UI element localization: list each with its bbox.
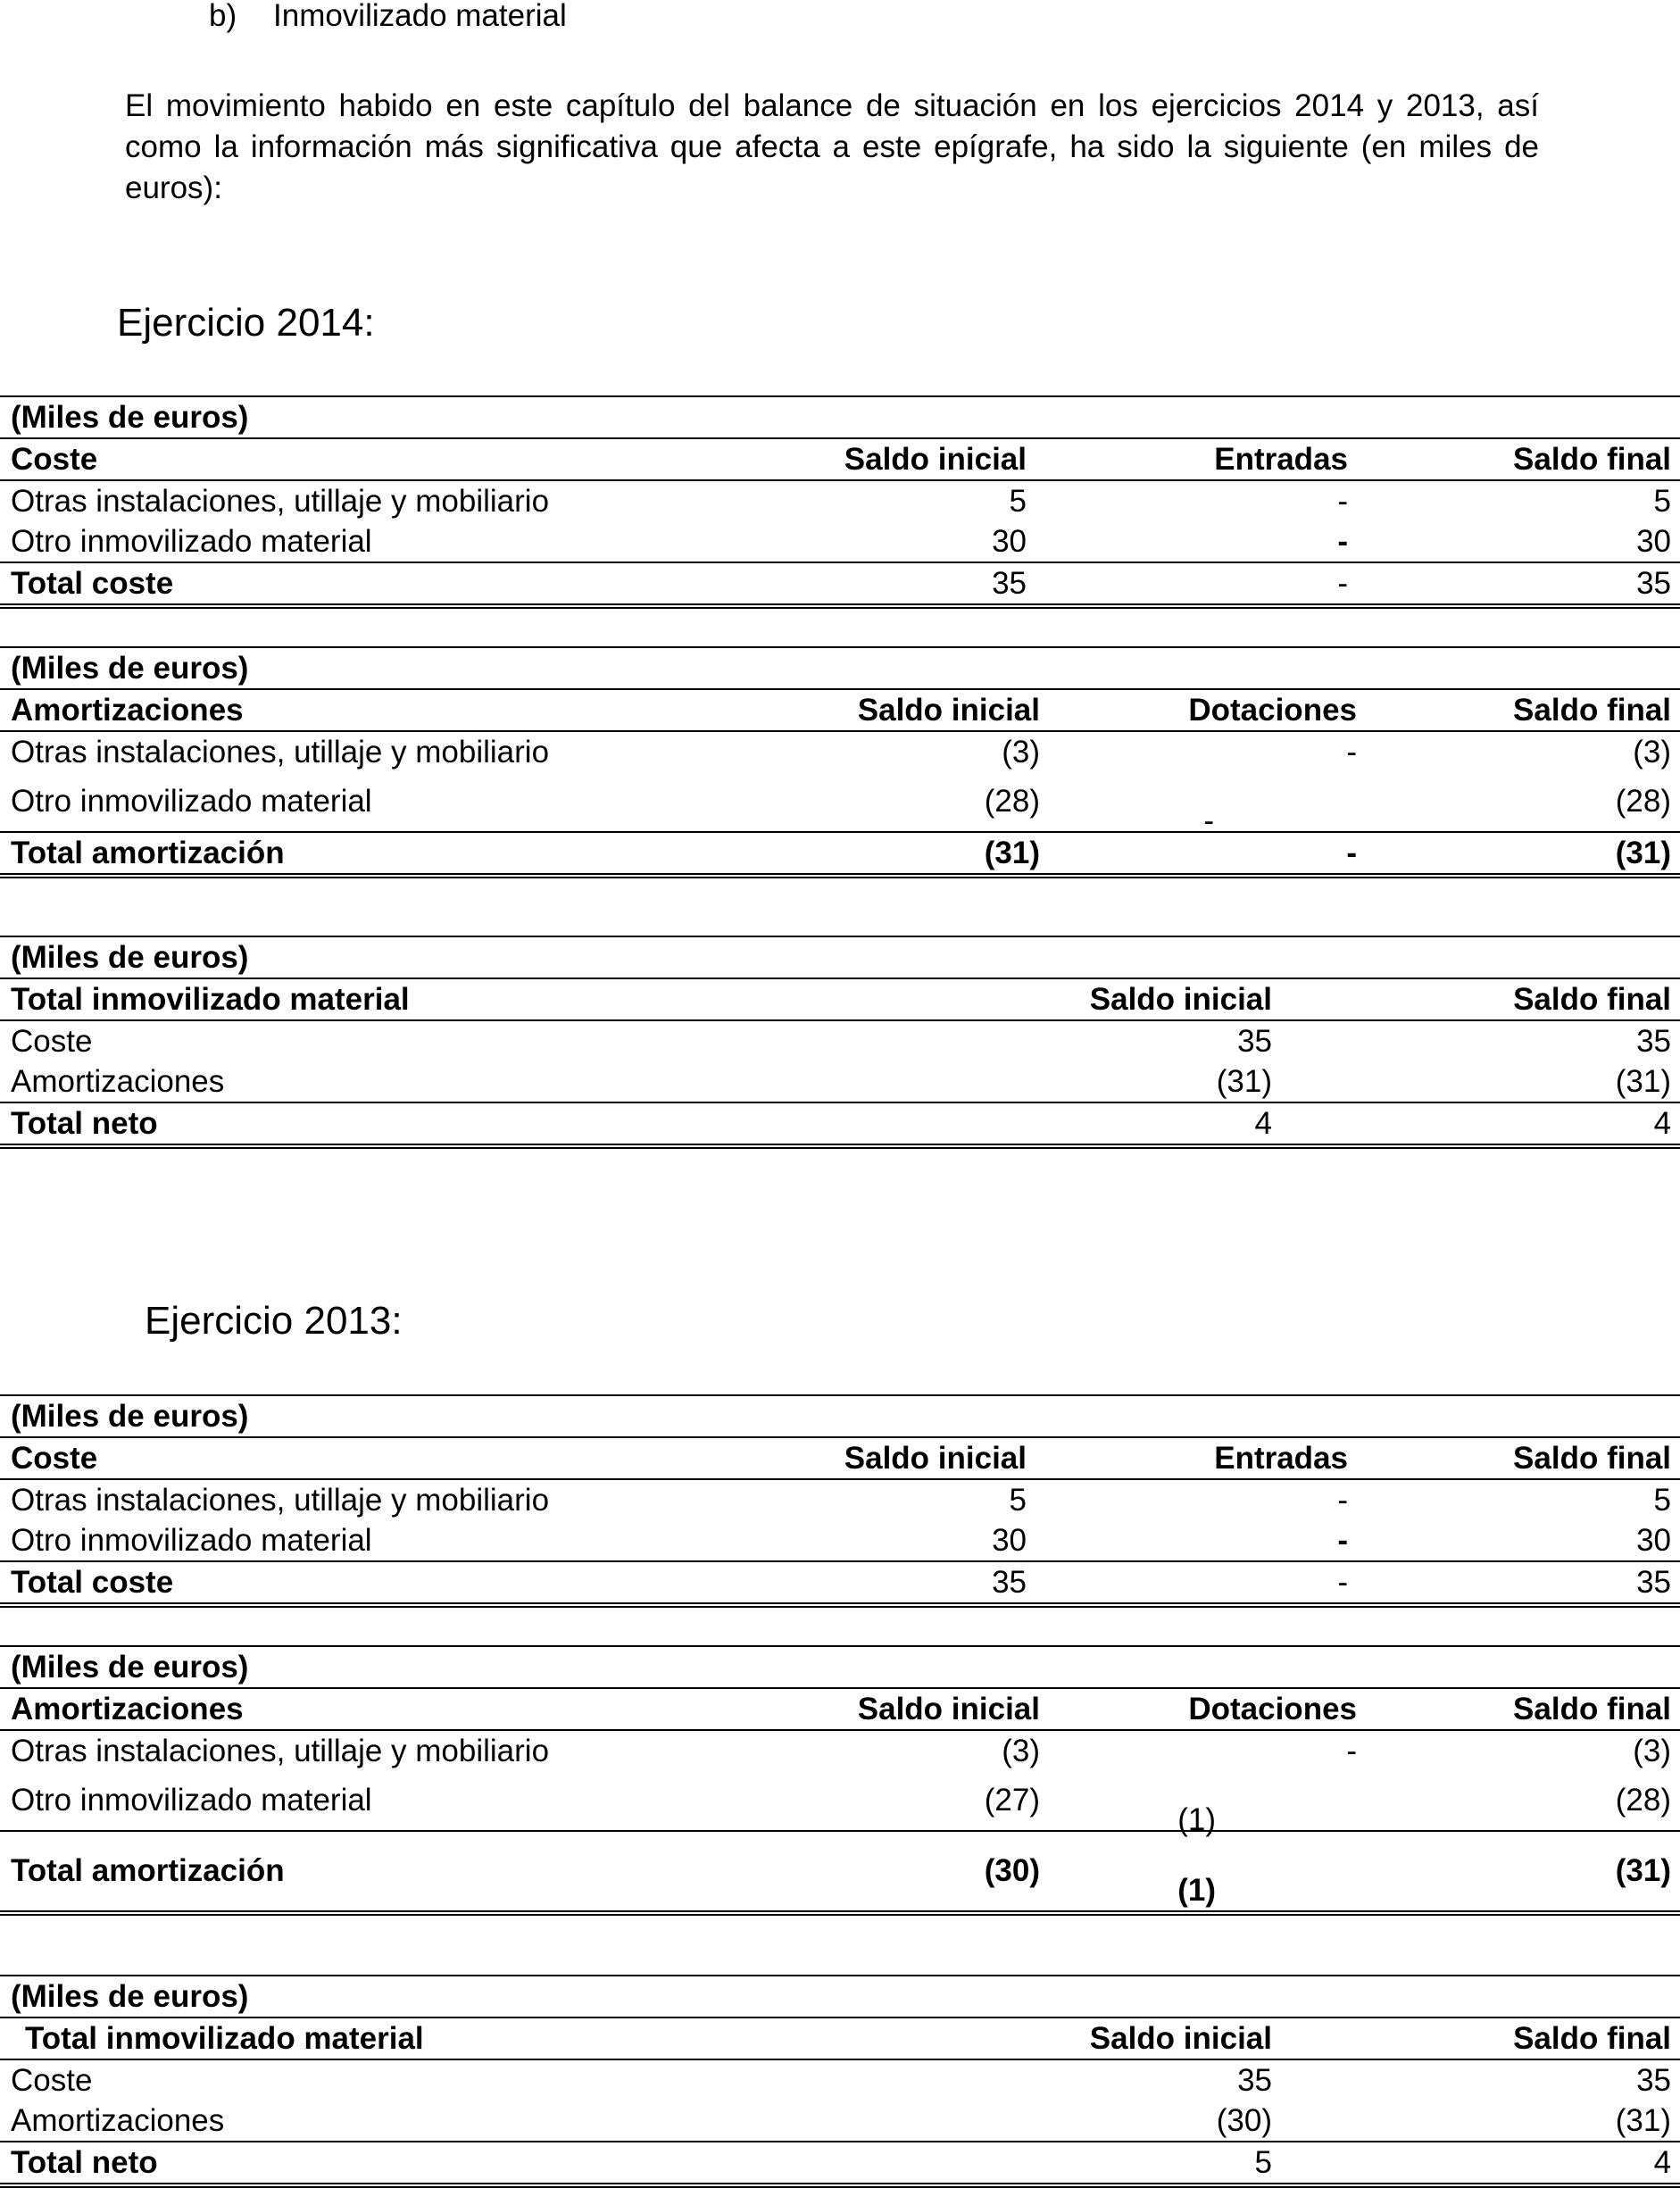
- column-header: Saldo final: [1281, 978, 1680, 1020]
- cell-value: -: [1049, 832, 1366, 876]
- total-row: [0, 832, 1680, 876]
- table-unit: (Miles de euros): [0, 1646, 1680, 1688]
- cell-value: (3): [1366, 1730, 1680, 1771]
- table-row: [0, 1730, 1680, 1771]
- column-header: Total inmovilizado material: [0, 2017, 893, 2059]
- row-label: Amortizaciones: [11, 1063, 225, 1099]
- column-header: Saldo inicial: [741, 1437, 1035, 1479]
- cell-value: 35: [1281, 1020, 1680, 1061]
- cell-value: 35: [1357, 562, 1680, 606]
- column-header: Saldo final: [1357, 1437, 1680, 1479]
- cell-value: 4: [1281, 1102, 1680, 1146]
- row-label: Amortizaciones: [11, 2102, 225, 2138]
- cell-value: -: [1049, 1730, 1366, 1771]
- row-label: Otras instalaciones, utillaje y mobiliario: [0, 1730, 750, 1771]
- table-2013-amortizaciones: [0, 1645, 1680, 1916]
- table-unit: (Miles de euros): [0, 936, 1680, 978]
- table-row: [0, 521, 1680, 562]
- table-row: [0, 2059, 1680, 2101]
- column-header: Total inmovilizado material: [0, 978, 893, 1020]
- table-row: [0, 731, 1680, 772]
- cell-value: -: [1049, 731, 1366, 772]
- cell-value: 5: [741, 1479, 1035, 1520]
- table-unit: (Miles de euros): [0, 647, 1680, 689]
- table-row: [0, 1771, 1680, 1831]
- column-header: Dotaciones: [1049, 1688, 1366, 1730]
- column-header: Saldo final: [1281, 2017, 1680, 2059]
- cell-value: 5: [1357, 1479, 1680, 1520]
- cell-value: (28): [1615, 1783, 1672, 1818]
- table-row: [0, 1061, 1680, 1102]
- row-label: Coste: [0, 1020, 893, 1061]
- row-label: Total amortización: [0, 1831, 750, 1913]
- cell-value: (27): [984, 1783, 1040, 1818]
- column-header: Amortizaciones: [0, 689, 750, 731]
- column-header: Saldo inicial: [893, 2017, 1281, 2059]
- cell-value: 5: [893, 2142, 1281, 2185]
- cell-value: 30: [1636, 1522, 1672, 1558]
- table-2014-amortizaciones: [0, 646, 1680, 878]
- intro-paragraph: El movimiento habido en este capítulo del balance de situación en los ejercicios 2014 y 2013, así como la información más significativa que afecta a este epígrafe, ha sido la siguiente (en miles de euros):: [125, 88, 1539, 205]
- column-header: Saldo inicial: [750, 1688, 1049, 1730]
- table-unit: (Miles de euros): [0, 1395, 1680, 1437]
- cell-value: (3): [750, 731, 1049, 772]
- total-row: [0, 1102, 1680, 1146]
- cell-value: (31): [1216, 1063, 1272, 1099]
- cell-value: 35: [1281, 2059, 1680, 2101]
- cell-value: 35: [893, 1020, 1281, 1061]
- cell-value: -: [1337, 523, 1348, 559]
- row-label: Otro inmovilizado material: [11, 784, 372, 819]
- cell-value: (31): [1366, 832, 1680, 876]
- table-2014-coste: [0, 395, 1680, 609]
- cell-value: -: [1035, 1479, 1357, 1520]
- total-row: [0, 1831, 1680, 1913]
- cell-value: 30: [992, 1522, 1027, 1558]
- cell-value: 35: [741, 1561, 1035, 1605]
- cell-value: 5: [1357, 480, 1680, 521]
- cell-value: (31): [1366, 1831, 1680, 1913]
- table-2014-neto: [0, 936, 1680, 1149]
- row-label: Total neto: [0, 1102, 893, 1146]
- column-header: Entradas: [1035, 438, 1357, 480]
- cell-value: 4: [893, 1102, 1281, 1146]
- total-row: [0, 562, 1680, 606]
- table-2013-neto: [0, 1975, 1680, 2188]
- cell-value: (3): [1366, 731, 1680, 772]
- row-label: Otro inmovilizado material: [11, 1783, 372, 1818]
- table-unit: (Miles de euros): [0, 1976, 1680, 2017]
- table-unit: (Miles de euros): [0, 396, 1680, 438]
- cell-value: -: [1035, 562, 1357, 606]
- cell-value: (28): [1615, 784, 1672, 819]
- cell-value: (30): [750, 1831, 1049, 1913]
- cell-value: (28): [984, 784, 1040, 819]
- column-header: Saldo inicial: [741, 438, 1035, 480]
- cell-value: 35: [1357, 1561, 1680, 1605]
- row-label: Total coste: [0, 1561, 741, 1605]
- row-label: Otro inmovilizado material: [11, 1522, 372, 1558]
- cell-value: -: [1035, 1561, 1357, 1605]
- column-header: Dotaciones: [1049, 689, 1366, 731]
- row-label: Otras instalaciones, utillaje y mobiliario: [0, 731, 750, 772]
- row-label: Otras instalaciones, utillaje y mobiliario: [0, 480, 741, 521]
- cell-value: -: [1203, 803, 1214, 838]
- cell-value: 4: [1281, 2142, 1680, 2185]
- table-row: [0, 2101, 1680, 2142]
- section-number: b): [209, 0, 237, 33]
- cell-value: (3): [750, 1730, 1049, 1771]
- table-row: [0, 480, 1680, 521]
- cell-value: (31): [1615, 1063, 1672, 1099]
- column-header: Saldo final: [1357, 438, 1680, 480]
- column-header: Coste: [0, 1437, 741, 1479]
- column-header: Saldo inicial: [893, 978, 1281, 1020]
- table-row: [0, 772, 1680, 832]
- row-label: Otras instalaciones, utillaje y mobiliario: [0, 1479, 741, 1520]
- total-row: [0, 1561, 1680, 1605]
- column-header: Coste: [0, 438, 741, 480]
- section-title: Inmovilizado material: [273, 0, 567, 33]
- cell-value: (31): [1615, 2102, 1672, 2138]
- table-2013-coste: [0, 1394, 1680, 1608]
- total-row: [0, 2142, 1680, 2185]
- row-label: Total coste: [0, 562, 741, 606]
- table-row: [0, 1020, 1680, 1061]
- cell-value: 30: [1636, 523, 1672, 559]
- table-row: [0, 1520, 1680, 1561]
- cell-value: 35: [893, 2059, 1281, 2101]
- column-header: Saldo final: [1366, 1688, 1680, 1730]
- row-label: Total amortización: [0, 832, 750, 876]
- cell-value: 5: [741, 480, 1035, 521]
- row-label: Total neto: [0, 2142, 893, 2185]
- row-label: Coste: [0, 2059, 893, 2101]
- column-header: Saldo final: [1366, 689, 1680, 731]
- cell-value: (1): [1177, 1802, 1216, 1837]
- column-header: Entradas: [1035, 1437, 1357, 1479]
- row-label: Otro inmovilizado material: [11, 523, 372, 559]
- cell-value: (31): [750, 832, 1049, 876]
- cell-value: (1): [1049, 1831, 1366, 1913]
- year-2013-title: Ejercicio 2013:: [145, 1299, 403, 1343]
- cell-value: (30): [1216, 2102, 1272, 2138]
- cell-value: 30: [992, 523, 1027, 559]
- column-header: Saldo inicial: [750, 689, 1049, 731]
- table-row: [0, 1479, 1680, 1520]
- year-2014-title: Ejercicio 2014:: [117, 301, 375, 345]
- cell-value: 35: [741, 562, 1035, 606]
- column-header: Amortizaciones: [0, 1688, 750, 1730]
- cell-value: -: [1337, 1522, 1348, 1558]
- section-heading: [209, 0, 567, 34]
- cell-value: -: [1035, 480, 1357, 521]
